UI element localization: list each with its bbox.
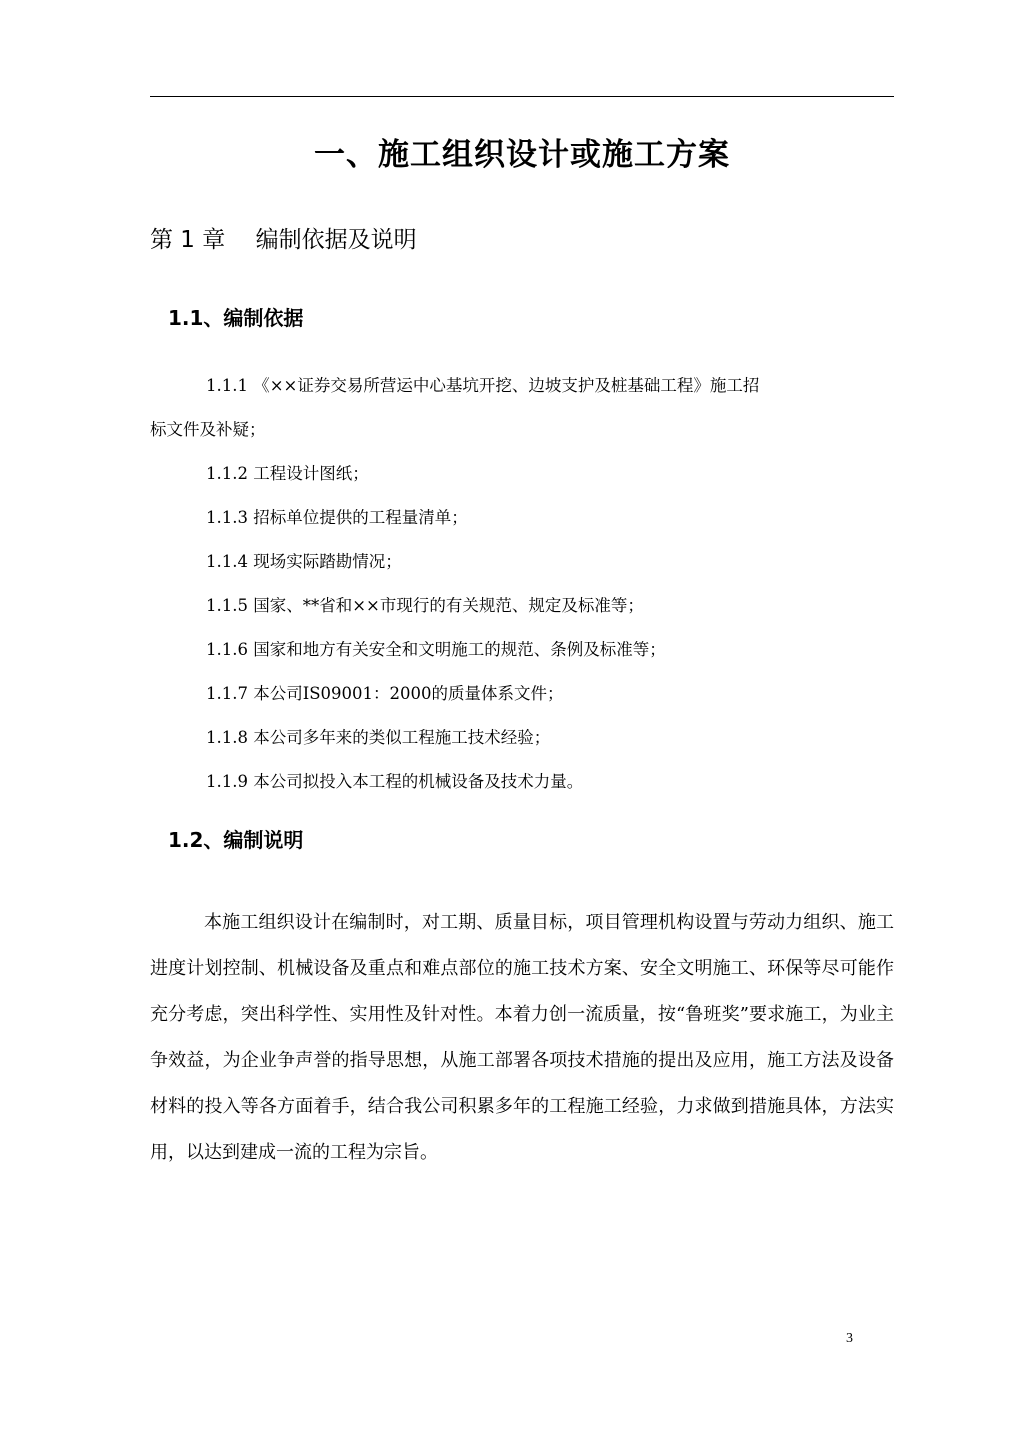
list-item-text: 工程设计图纸；: [253, 464, 369, 483]
list-item: [150, 728, 894, 772]
section-heading-basis: 1.1、编制依据: [168, 306, 304, 330]
list-item: [150, 772, 894, 816]
list-item-text: 本公司多年来的类似工程施工技术经验；: [253, 728, 551, 747]
list-item-text: 招标单位提供的工程量清单；: [253, 508, 468, 527]
list-item-number: 1.1.6: [206, 640, 248, 659]
list-item: [150, 640, 894, 684]
list-item: [150, 552, 894, 596]
section-heading-description: 1.2、编制说明: [168, 828, 304, 852]
list-item-number: 1.1.3: [206, 508, 248, 527]
list-item-text: 《××证券交易所营运中心基坑开挖、边坡支护及桩基础工程》施工招: [253, 376, 760, 395]
list-item-number: 1.1.5: [206, 596, 248, 615]
page-number: 3: [846, 1331, 853, 1346]
basis-list: [150, 376, 894, 816]
list-item-number: 1.1.9: [206, 772, 248, 791]
list-item-text: 国家和地方有关安全和文明施工的规范、条例及标准等；: [253, 640, 666, 659]
description-paragraph: 本施工组织设计在编制时，对工期、质量目标，项目管理机构设置与劳动力组织、施工进度计划控制、机械设备及重点和难点部位的施工技术方案、安全文明施工、环保等尽可能作充分考虑，突出科学性、实用性及针对性。本着力创一流质量，按“鲁班奖”要求施工，为业主争效益，为企业争声誉的指导思想，从施工部署各项技术措施的提出及应用，施工方法及设备材料的投入等各方面着手，结合我公司积累多年的工程施工经验，力求做到措施具体，方法实用，以达到建成一流的工程为宗旨。: [150, 912, 894, 1163]
list-item-text: 国家、**省和××市现行的有关规范、规定及标准等；: [253, 596, 644, 615]
document-title: 一、施工组织设计或施工方案: [314, 137, 730, 173]
list-item-text: 现场实际踏勘情况；: [253, 552, 402, 571]
list-item-line: [150, 376, 894, 396]
list-item: [150, 376, 894, 440]
list-item: [150, 596, 894, 640]
list-item: [150, 464, 894, 508]
header-rule: [150, 96, 894, 97]
list-item-text: 本公司拟投入本工程的机械设备及技术力量。: [253, 772, 584, 791]
list-item: [150, 508, 894, 552]
list-item-line: 标文件及补疑；: [150, 420, 266, 439]
list-item-number: 1.1.7: [206, 684, 248, 703]
list-item-number: 1.1.8: [206, 728, 248, 747]
list-item-text: 本公司IS09001：2000的质量体系文件；: [253, 684, 564, 703]
list-item: [150, 684, 894, 728]
list-item-number: 1.1.4: [206, 552, 248, 571]
chapter-heading: 第 1 章 编制依据及说明: [150, 227, 417, 253]
list-item-number: 1.1.1: [206, 376, 248, 395]
list-item-number: 1.1.2: [206, 464, 248, 483]
